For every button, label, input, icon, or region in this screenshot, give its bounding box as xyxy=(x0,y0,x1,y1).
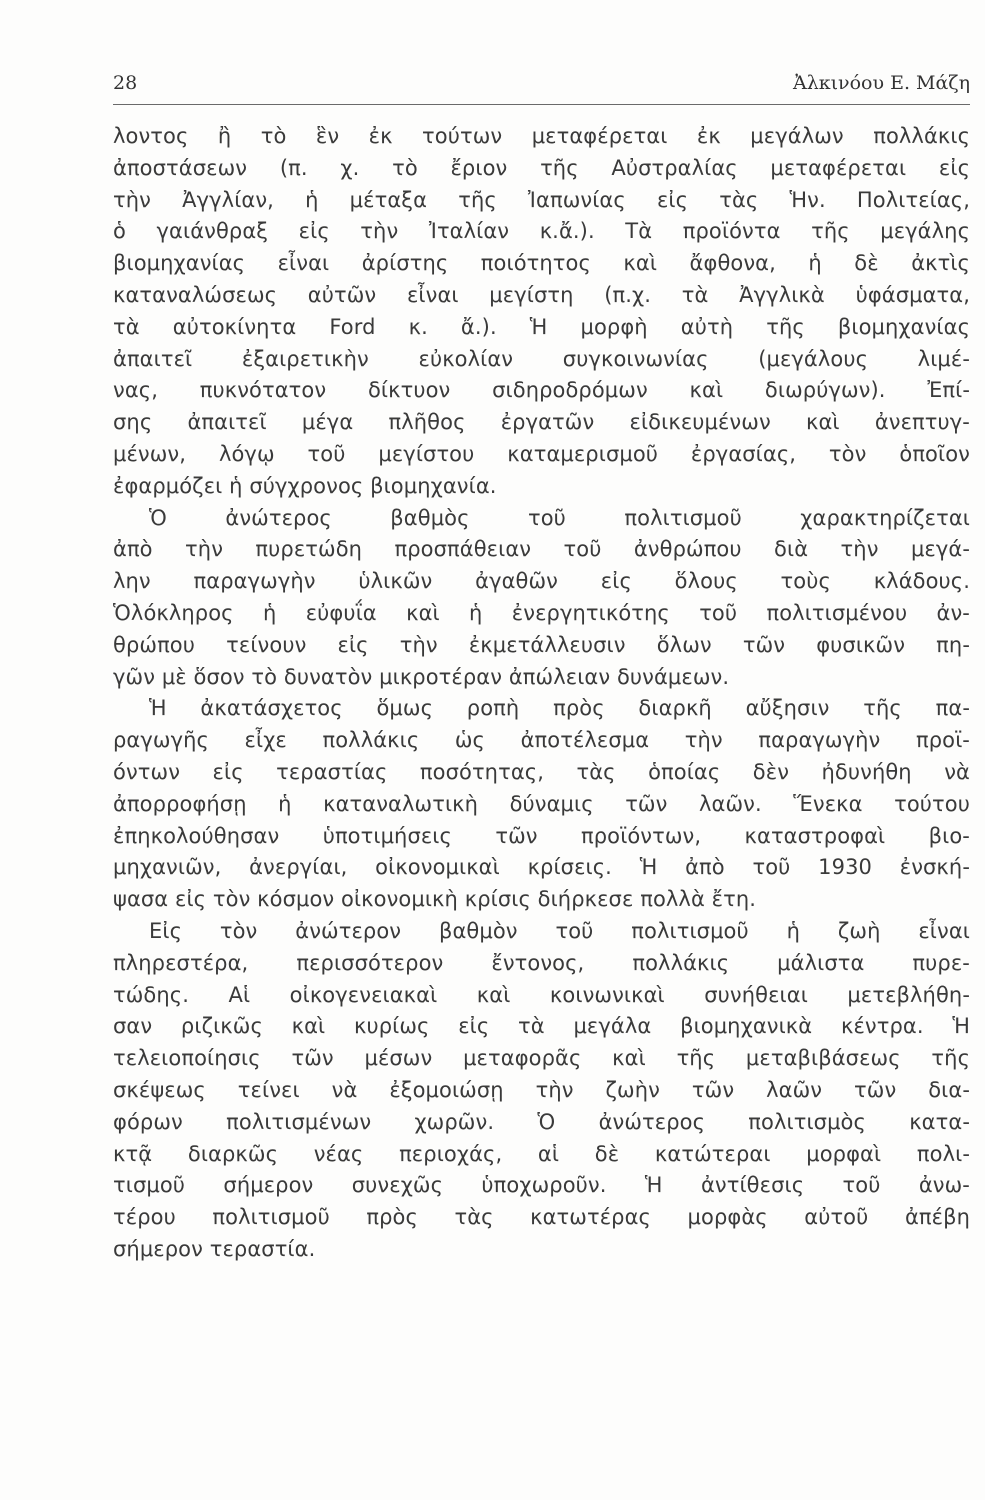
text-line: μηχανιῶν, ἀνεργίαι, οἰκονομικαὶ κρίσεις. Ἡ ἀπὸ τοῦ 1930 ἐνσκή- xyxy=(113,855,970,880)
text-line: καταναλώσεως αὐτῶν εἶναι μεγίστη (π.χ. τὰ Ἀγγλικὰ ὑφάσματα, xyxy=(113,282,970,307)
text-line: κτᾷ διαρκῶς νέας περιοχάς, αἱ δὲ κατώτεραι μορφαὶ πολι- xyxy=(113,1141,970,1166)
text-line: Ἡ ἀκατάσχετος ὅμως ροπὴ πρὸς διαρκῆ αὔξησιν τῆς πα- xyxy=(149,696,970,721)
running-head: Ἀλκινόου Ε. Μάζη xyxy=(792,72,970,94)
text-line: βιομηχανίας εἶναι ἀρίστης ποιότητος καὶ ἄφθονα, ἡ δὲ ἀκτὶς xyxy=(113,251,970,276)
text-line: ὁ γαιάνθραξ εἰς τὴν Ἰταλίαν κ.ἄ.). Τὰ προϊόντα τῆς μεγάλης xyxy=(113,219,970,244)
text-line: ἐφαρμόζει ἡ σύγχρονος βιομηχανία. xyxy=(113,473,497,498)
text-line: ἀπὸ τὴν πυρετώδη προσπάθειαν τοῦ ἀνθρώπου διὰ τὴν μεγά- xyxy=(113,537,970,562)
page-number: 28 xyxy=(113,72,138,94)
text-line: τὴν Ἀγγλίαν, ἡ μέταξα τῆς Ἰαπωνίας εἰς τὰς Ἡν. Πολιτείας, xyxy=(113,187,970,212)
text-line: τισμοῦ σήμερον συνεχῶς ὑποχωροῦν. Ἡ ἀντίθεσις τοῦ ἀνω- xyxy=(113,1173,970,1198)
text-line: μένων, λόγῳ τοῦ μεγίστου καταμερισμοῦ ἐργασίας, τὸν ὁποῖον xyxy=(113,441,970,466)
text-line: τέρου πολιτισμοῦ πρὸς τὰς κατωτέρας μορφὰς αὐτοῦ ἀπέβη xyxy=(113,1205,970,1230)
text-line: θρώπου τείνουν εἰς τὴν ἐκμετάλλευσιν ὅλων τῶν φυσικῶν πη- xyxy=(113,632,970,657)
text-line: όντων εἰς τεραστίας ποσότητας, τὰς ὁποίας δὲν ἠδυνήθη νὰ xyxy=(113,759,970,784)
text-line: σήμερον τεραστία. xyxy=(113,1236,316,1261)
text-line: Ὁ ἀνώτερος βαθμὸς τοῦ πολιτισμοῦ χαρακτηρίζεται xyxy=(149,505,970,530)
text-line: τελειοποίησις τῶν μέσων μεταφορᾶς καὶ τῆς μεταβιβάσεως τῆς xyxy=(113,1046,970,1071)
body-text xyxy=(113,121,970,1266)
text-line: σαν ριζικῶς καὶ κυρίως εἰς τὰ μεγάλα βιομηχανικὰ κέντρα. Ἡ xyxy=(113,1014,970,1039)
text-line: σης ἀπαιτεῖ μέγα πλῆθος ἐργατῶν εἰδικευμένων καὶ ἀνεπτυγ- xyxy=(113,410,970,435)
text-line: γῶν μὲ ὅσον τὸ δυνατὸν μικροτέραν ἀπώλειαν δυνάμεων. xyxy=(113,664,730,689)
text-line: ἀποστάσεων (π. χ. τὸ ἔριον τῆς Αὐστραλίας μεταφέρεται εἰς xyxy=(113,155,970,180)
text-line: Ὁλόκληρος ἡ εὐφυΐα καὶ ἡ ἐνεργητικότης τοῦ πολιτισμένου ἀν- xyxy=(113,600,970,625)
text-line: σκέψεως τείνει νὰ ἐξομοιώσῃ τὴν ζωὴν τῶν λαῶν τῶν δια- xyxy=(113,1077,970,1102)
text-line: ἀπαιτεῖ ἐξαιρετικὴν εὐκολίαν συγκοινωνίας (μεγάλους λιμέ- xyxy=(113,346,970,371)
text-line: ψασα εἰς τὸν κόσμον οἰκονομικὴ κρίσις διήρκεσε πολλὰ ἔτη. xyxy=(113,887,757,912)
text-line: ἀπορροφήσῃ ἡ καταναλωτικὴ δύναμις τῶν λαῶν. Ἕνεκα τούτου xyxy=(113,791,970,816)
text-line: φόρων πολιτισμένων χωρῶν. Ὁ ἀνώτερος πολιτισμὸς κατα- xyxy=(113,1109,970,1134)
text-line: νας, πυκνότατον δίκτυον σιδηροδρόμων καὶ διωρύγων). Ἐπί- xyxy=(113,378,970,403)
text-line: ραγωγῆς εἶχε πολλάκις ὡς ἀποτέλεσμα τὴν παραγωγὴν προϊ- xyxy=(113,728,970,753)
page-header xyxy=(113,66,970,105)
text-line: τώδης. Αἱ οἰκογενειακαὶ καὶ κοινωνικαὶ συνήθειαι μετεβλήθη- xyxy=(113,982,970,1007)
text-line: ἐπηκολούθησαν ὑποτιμήσεις τῶν προϊόντων, καταστροφαὶ βιο- xyxy=(113,823,970,848)
text-line: πληρεστέρα, περισσότερον ἔντονος, πολλάκις μάλιστα πυρε- xyxy=(113,950,970,975)
text-line: λην παραγωγὴν ὑλικῶν ἀγαθῶν εἰς ὅλους τοὺς κλάδους. xyxy=(113,569,970,594)
text-line: λοντος ἢ τὸ ἓν ἐκ τούτων μεταφέρεται ἐκ μεγάλων πολλάκις xyxy=(113,124,970,148)
text-line: Εἰς τὸν ἀνώτερον βαθμὸν τοῦ πολιτισμοῦ ἡ ζωὴ εἶναι xyxy=(149,918,970,943)
text-line: τὰ αὐτοκίνητα Ford κ. ἄ.). Ἡ μορφὴ αὐτὴ τῆς βιομηχανίας xyxy=(113,314,970,339)
